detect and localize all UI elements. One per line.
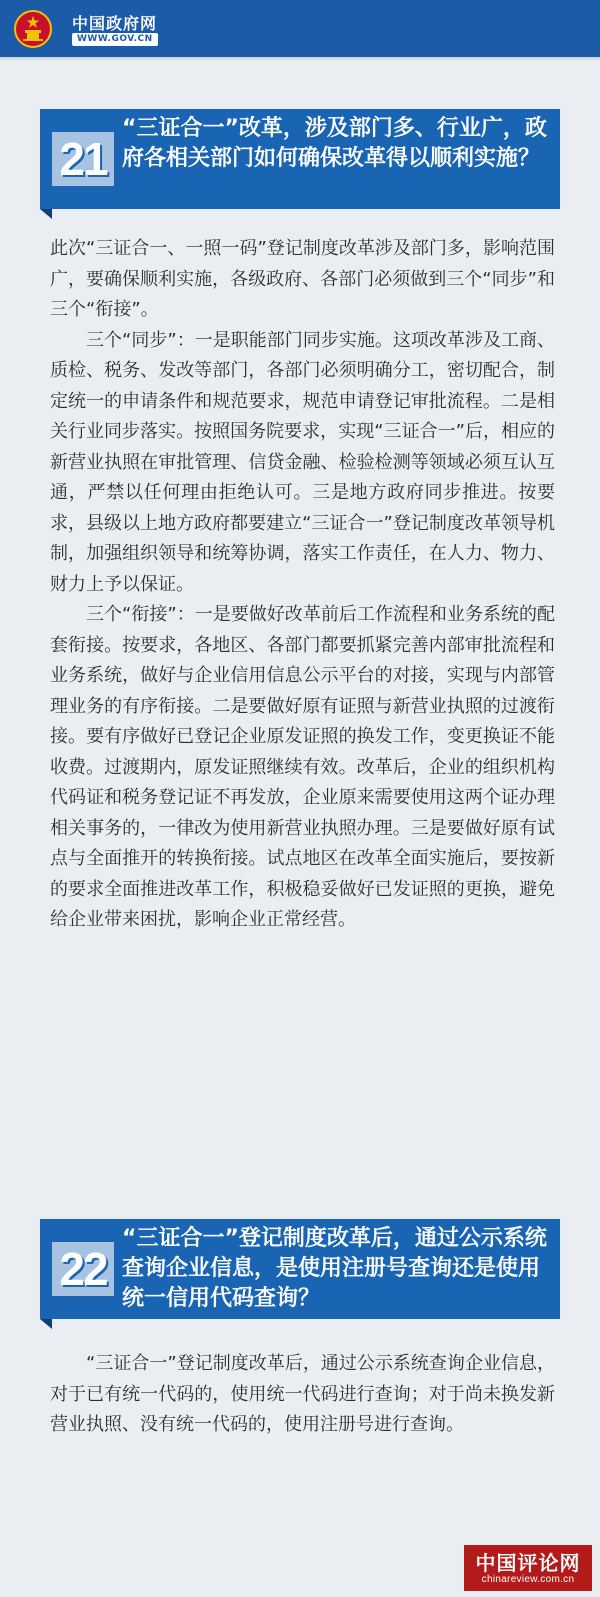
question-22-banner — [40, 1219, 560, 1319]
question-title: “三证合一”改革，涉及部门多、行业广，政府各相关部门如何确保改革得以顺利实施？ — [122, 116, 547, 171]
question-number-badge: 21 — [52, 132, 114, 186]
answer-paragraph: 三个“衔接”：一是要做好改革前后工作流程和业务系统的配套衔接。按要求，各地区、各部门都要抓紧完善内部审批流程和业务系统，做好与企业信用信息公示平台的对接，实现与内部管理业务的有序衔接。二是要做好原有证照与新营业执照的过渡衔接。要有序做好已登记企业原发证照的换发工作，变更换证不能收费。过渡期内，原发证照继续有效。改革后，企业的组织机构代码证和税务登记证不再发放，企业原来需要使用这两个证办理相关事务的，一律改为使用新营业执照办理。三是要做好原有试点与全面推开的转换衔接。试点地区在改革全面实施后，要按新的要求全面推进改革工作，积极稳妥做好已发证照的更换，避免给企业带来困扰，影响企业正常经营。 — [50, 604, 555, 930]
watermark-main: 中国评论网 — [475, 1551, 581, 1575]
site-header — [0, 0, 600, 57]
answer-paragraph: “三证合一”登记制度改革后，通过公示系统查询企业信息，对于已有统一代码的，使用统一代码进行查询；对于尚未换发新营业执照、没有统一代码的，使用注册号进行查询。 — [50, 1353, 555, 1435]
site-name[interactable]: 中国政府网 — [72, 14, 158, 33]
answer-paragraph: 三个“同步”：一是职能部门同步实施。这项改革涉及工商、质检、税务、发改等部门，各部门必须明确分工，密切配合，制定统一的申请条件和规范要求，规范申请登记审批流程。二是相关行业同步落实。按照国务院要求，实现“三证合一”后，相应的新营业执照在审批管理、信贷金融、检验检测等领域必须互认互通，严禁以任何理由拒绝认可。三是地方政府同步推进。按要求，县级以上地方政府都要建立“三证合一”登记制度改革领导机制，加强组织领导和统筹协调，落实工作责任，在人力、物力、财力上予以保证。 — [50, 329, 555, 595]
watermark-logo — [464, 1545, 592, 1591]
national-emblem-icon — [14, 9, 52, 49]
answer-paragraph: 此次“三证合一、一照一码”登记制度改革涉及部门多，影响范围广，要确保顺利实施，各级政府、各部门必须做到三个“同步”和三个“衔接”。 — [50, 238, 555, 320]
header-shadow — [0, 57, 600, 61]
banner-fold — [40, 209, 52, 219]
watermark-url: chinareview.com.cn — [481, 1574, 575, 1585]
question-title: “三证合一”登记制度改革后，通过公示系统查询企业信息，是使用注册号查询还是使用统一信用代码查询？ — [122, 1226, 547, 1311]
banner-fold — [40, 1319, 52, 1329]
question-number-badge: 22 — [52, 1242, 114, 1296]
site-url[interactable]: WWW.GOV.CN — [72, 33, 158, 46]
answer-22-text — [50, 1349, 555, 1441]
answer-21-text — [50, 234, 555, 936]
question-21-banner — [40, 109, 560, 209]
